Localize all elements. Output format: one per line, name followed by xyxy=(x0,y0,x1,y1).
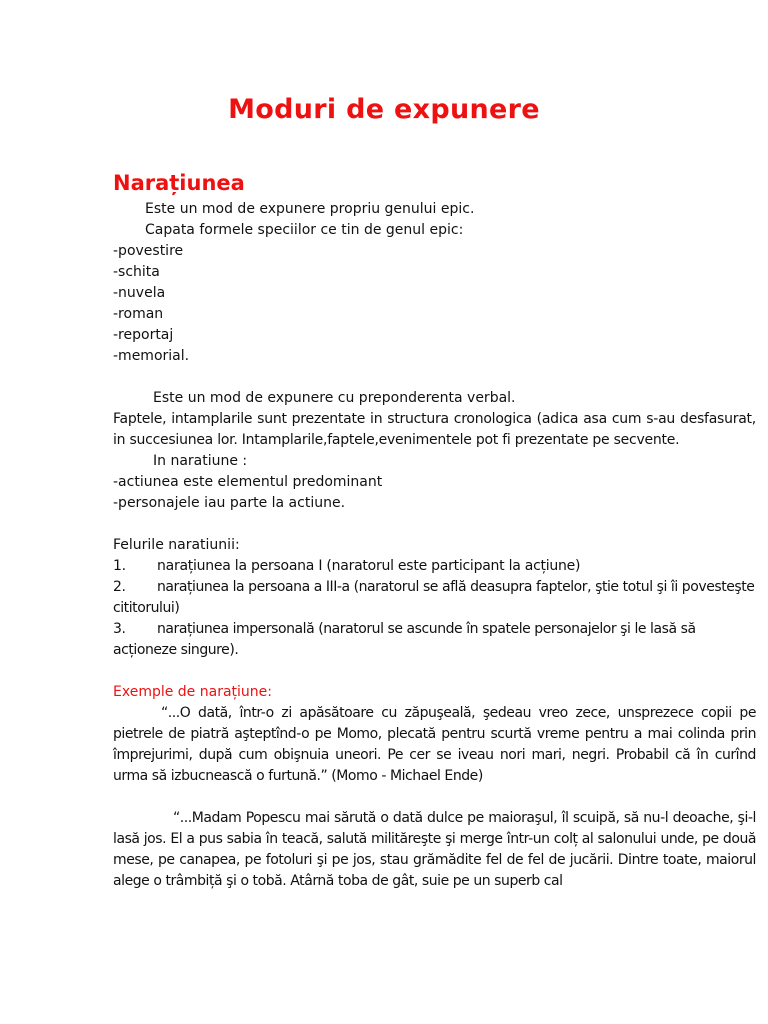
description-bullet: -personajele iau parte la actiune. xyxy=(113,495,346,511)
types-item-text: narațiunea impersonală (naratorul se ascunde în spatele personajelor şi le lasă să acționeze singure). xyxy=(113,621,696,658)
intro-line-2: Capata formele speciilor ce tin de genul epic: xyxy=(145,222,464,238)
types-item-number: 3. xyxy=(113,621,126,637)
types-item xyxy=(113,577,756,619)
types-heading: Felurile naratiunii: xyxy=(113,537,240,553)
species-item: -nuvela xyxy=(113,285,166,301)
description-line-1: Este un mod de expunere cu preponderenta verbal. xyxy=(153,390,516,406)
types-item xyxy=(113,556,756,577)
types-item-number: 2. xyxy=(113,579,126,595)
in-narration-label: In naratiune : xyxy=(153,453,248,469)
examples-heading: Exemple de narațiune: xyxy=(113,684,272,700)
types-item xyxy=(113,619,756,661)
page-title: Moduri de expunere xyxy=(228,94,540,125)
types-item-text: narațiunea la persoana a III-a (naratorul se află deasupra faptelor, ştie totul şi îi povesteşte cititorului) xyxy=(113,579,755,616)
description-bullet: -actiunea este elementul predominant xyxy=(113,474,383,490)
species-item: -memorial. xyxy=(113,348,190,364)
types-item-number: 1. xyxy=(113,558,126,574)
types-item-text: narațiunea la persoana I (naratorul este participant la acțiune) xyxy=(157,558,581,574)
species-item: -reportaj xyxy=(113,327,174,343)
example-quote-2: “...Madam Popescu mai sărută o dată dulce pe maioraşul, îl scuipă, să nu-l deoache, şi-l lasă jos. El a pus sabia în teacă, salută milităreşte şi merge într-un colț al salonului unde, pe două mese, pe canapea, pe fotoluri şi pe jos, stau grămădite fel de fel de jucării. Dintre toate, maiorul alege o trâmbiță şi o tobă. Atârnă toba de gât, suie pe un superb cal xyxy=(113,810,756,889)
example-quote-1: “...O dată, într-o zi apăsătoare cu zăpuşeală, şedeau vreo zece, unsprezece copii pe pietrele de piatră aşteptînd-o pe Momo, plecată pentru scurtă vreme pentru a mai colinda prin împrejurimi, după cum obişnuia uneori. Pe cer se iveau nori mari, negri. Probabil că în curînd urma să izbucnească o furtună.” (Momo - Michael Ende) xyxy=(113,705,756,784)
document-body xyxy=(113,199,756,892)
intro-line-1: Este un mod de expunere propriu genului epic. xyxy=(145,201,475,217)
species-item: -schita xyxy=(113,264,160,280)
section-heading: Narațiunea xyxy=(113,171,245,195)
description-paragraph: Faptele, intamplarile sunt prezentate in structura cronologica (adica asa cum s-au desfasurat, in succesiunea lor. Intamplarile,faptele,evenimentele pot fi prezentate pe secvente. xyxy=(113,411,756,448)
species-item: -roman xyxy=(113,306,164,322)
species-item: -povestire xyxy=(113,243,184,259)
